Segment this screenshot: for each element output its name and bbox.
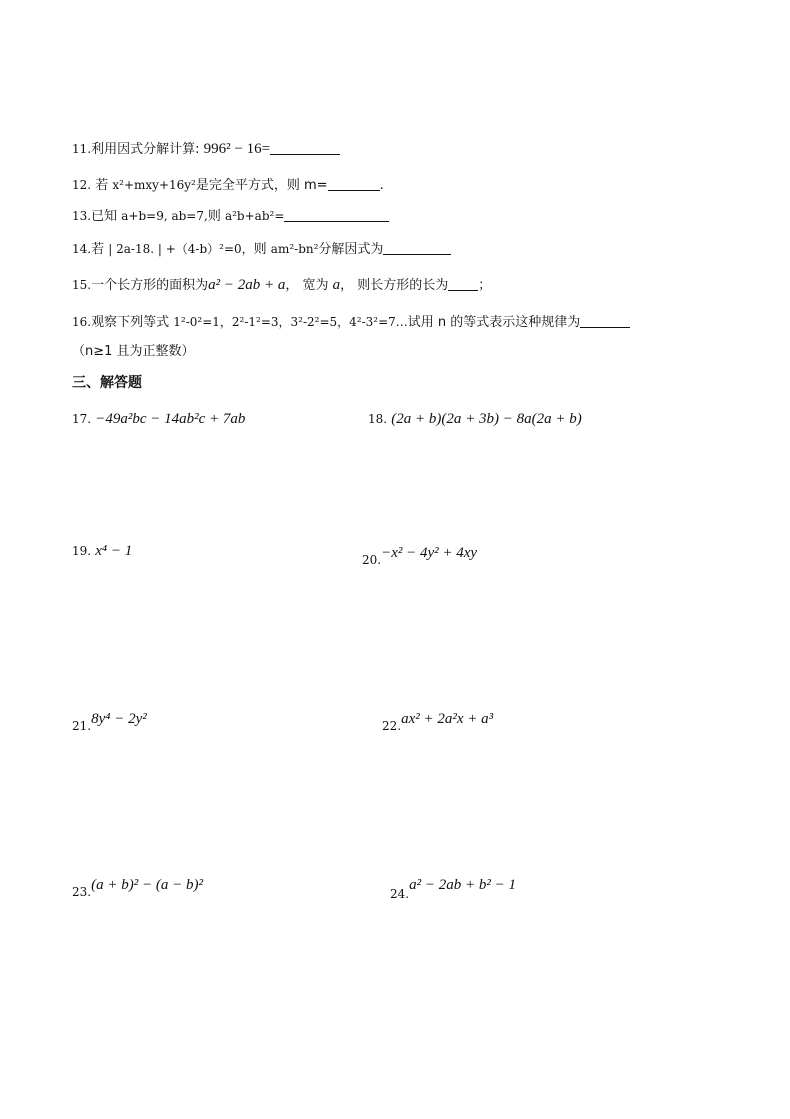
answer-blank[interactable]	[284, 207, 389, 222]
math-expression: 996² − 16=	[203, 141, 271, 157]
question-text: 观察下列等式	[91, 315, 170, 330]
math-expression: −x² − 4y² + 4xy	[381, 545, 478, 561]
question-17	[72, 410, 245, 429]
question-20	[362, 544, 478, 567]
question-11	[72, 140, 340, 159]
question-end: .	[379, 178, 384, 193]
question-number: 23.	[72, 885, 92, 899]
math-expression: a² − 2ab + a	[208, 277, 286, 293]
question-text: 一个长方形的面积为	[91, 278, 209, 293]
question-text-3: ， 则长方形的长为	[340, 278, 449, 293]
question-number: 22.	[382, 719, 402, 733]
equation-sequence: 1²-0²=1，2²-1²=3，3²-2²=5，4²-3²=7…	[173, 315, 408, 329]
question-16-note: （n≥1 且为正整数）	[72, 344, 195, 359]
question-number: 20.	[362, 553, 382, 567]
question-19	[72, 542, 132, 561]
answer-blank[interactable]	[328, 176, 380, 191]
math-expression: 8y⁴ − 2y²	[91, 711, 147, 727]
question-number: 18.	[368, 412, 388, 426]
question-number: 13.	[72, 209, 92, 223]
question-text-2: 则	[207, 209, 221, 224]
math-expression: a²b+ab²=	[224, 209, 285, 223]
math-expression: −49a²bc − 14ab²c + 7ab	[95, 411, 246, 427]
question-16	[72, 313, 630, 332]
question-text-3: 分解因式为	[318, 242, 384, 257]
question-text-2: 则	[253, 242, 267, 257]
question-24	[390, 876, 516, 901]
question-number: 24.	[390, 887, 410, 901]
question-14	[72, 240, 451, 259]
question-21	[72, 710, 147, 733]
question-text-2: ， 宽为	[285, 278, 329, 293]
question-number: 11.	[72, 142, 92, 156]
question-18	[368, 410, 582, 429]
math-expression: (2a + b)(2a + 3b) − 8a(2a + b)	[391, 411, 582, 427]
answer-blank[interactable]	[270, 140, 340, 155]
answer-blank[interactable]	[448, 276, 478, 291]
question-text: 已知	[91, 209, 118, 224]
question-text-2: 是完全平方式，则 m=	[195, 178, 328, 193]
question-text: 若	[95, 178, 109, 193]
question-text: 利用因式分解计算:	[91, 142, 200, 157]
question-number: 14.	[72, 242, 92, 256]
math-expression: a² − 2ab + b² − 1	[409, 877, 516, 893]
question-15	[72, 276, 491, 295]
question-12	[72, 176, 384, 195]
question-number: 21.	[72, 719, 92, 733]
math-expression: x⁴ − 1	[95, 543, 133, 559]
condition: | 2a-18. | +（4-b）²=0，	[108, 242, 254, 256]
math-expression: am²-bn²	[270, 242, 319, 256]
math-expression: x²+mxy+16y²	[112, 178, 196, 192]
question-end: ；	[478, 278, 492, 293]
math-expression: (a + b)² − (a − b)²	[91, 877, 203, 893]
question-23	[72, 876, 203, 899]
answer-blank[interactable]	[580, 313, 630, 328]
section-heading: 三、解答题	[72, 375, 142, 391]
question-13	[72, 207, 389, 226]
question-number: 12.	[72, 178, 92, 192]
question-text-2: 试用 n 的等式表示这种规律为	[407, 315, 581, 330]
question-number: 15.	[72, 278, 92, 292]
question-text: 若	[91, 242, 105, 257]
math-expression: ax² + 2a²x + a³	[401, 711, 494, 727]
condition: a+b=9, ab=7,	[121, 209, 208, 223]
question-number: 16.	[72, 315, 92, 329]
answer-blank[interactable]	[383, 240, 451, 255]
question-number: 19.	[72, 544, 92, 558]
question-number: 17.	[72, 412, 92, 426]
width-variable: a	[332, 277, 341, 293]
question-22	[382, 710, 494, 733]
